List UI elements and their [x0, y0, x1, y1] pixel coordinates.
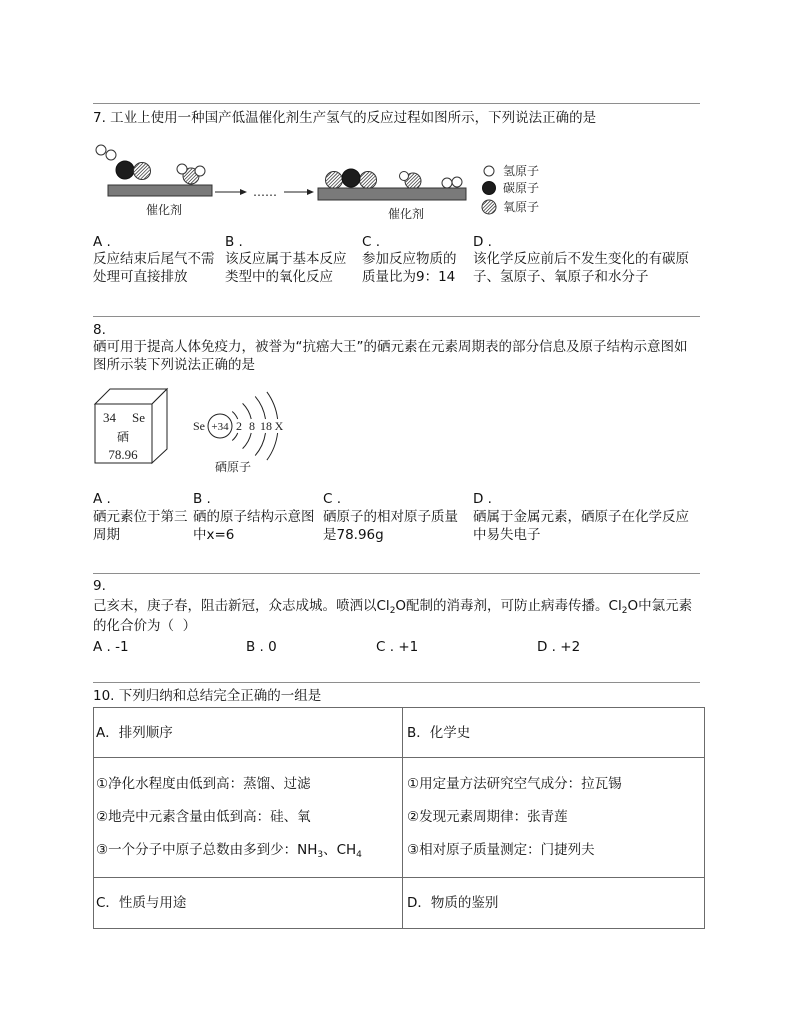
table-cell [403, 878, 705, 929]
q7-option-b-text: 该反应属于基本反应 [225, 251, 347, 267]
q9-option-c [376, 638, 418, 656]
q7-option-d-text: 该化学反应前后不发生变化的有碳原 [473, 251, 689, 267]
q8-stem-line: 硒可用于提高人体免疫力，被誉为“抗癌大王”的硒元素在元素周期表的部分信息及原子结构示意图如 [93, 339, 688, 355]
q8-option-d-text: 硒属于金属元素，硒原子在化学反应 [473, 509, 689, 525]
table-row [94, 878, 705, 929]
list-item: ③相对原子质量测定：门捷列夫 [407, 842, 595, 858]
section-divider [93, 103, 700, 104]
q7-option-c-label: C . [362, 234, 381, 250]
hydrogen-atom [452, 177, 462, 187]
q9-stem-line: 的化合价为（ ） [93, 618, 197, 634]
subscript: 2 [389, 606, 396, 616]
q7-option-b-text: 类型中的氧化反应 [225, 269, 333, 285]
list-item: ②发现元素周期律：张青莲 [407, 809, 568, 825]
q9-stem-text: 己亥末，庚子春，阻击新冠，众志成城。喷洒以Cl [93, 598, 390, 614]
table-cell [403, 758, 705, 878]
cell-a-header: A．排列顺序 [96, 725, 173, 741]
q9-number: 9. [93, 578, 106, 594]
arrow-head [240, 189, 247, 195]
legend-label-carbon: 碳原子 [503, 181, 540, 195]
option-label: A . [93, 639, 111, 655]
shell-electron-count: 18 [260, 419, 272, 433]
q8-option-c-text: 硒原子的相对原子质量 [323, 509, 458, 525]
catalyst-bar-right [318, 188, 466, 200]
q8-option-c-text: 是78.96g [323, 527, 384, 543]
cell-a-items [94, 758, 402, 877]
q9-stem-line [93, 597, 692, 616]
ellipsis: …… [253, 185, 277, 199]
hydrogen-atom-icon [484, 166, 494, 176]
list-item: ②地壳中元素含量由低到高：硅、氧 [96, 809, 311, 825]
catalyst-bar-left [108, 185, 212, 196]
table-row [94, 708, 705, 758]
carbon-atom [116, 161, 134, 179]
subscript: 4 [356, 850, 362, 860]
table-cell [403, 708, 705, 758]
cell-b-header: B．化学史 [407, 725, 471, 741]
q8-stem-line: 图所示装下列说法正确的是 [93, 357, 255, 373]
hydrogen-atom [195, 166, 205, 176]
q7-option-b-label: B . [225, 234, 243, 250]
atom-caption: 硒原子 [214, 460, 252, 474]
list-item: ①用定量方法研究空气成分：拉瓦锡 [407, 776, 622, 792]
cell-b-items [403, 758, 704, 877]
atom-symbol: Se [193, 419, 205, 433]
q7-option-a-text: 处理可直接排放 [93, 269, 188, 285]
option-label: C . [376, 639, 395, 655]
element-symbol: Se [132, 410, 145, 425]
section-divider [93, 682, 700, 683]
shell-electron-count: X [274, 419, 284, 433]
q7-option-c-text: 参加反应物质的 [362, 251, 457, 267]
option-label: D . [537, 639, 556, 655]
q7-option-a-text: 反应结束后尾气不需 [93, 251, 215, 267]
q8-option-c-label: C . [323, 491, 342, 507]
shell-electron-count: 2 [236, 419, 242, 433]
shell-electron-count: 8 [249, 419, 255, 433]
carbon-atom [342, 169, 360, 187]
hydrogen-atom [106, 150, 116, 160]
option-value: +2 [560, 639, 581, 655]
selenium-figure [90, 385, 305, 480]
q10-stem: 10. 下列归纳和总结完全正确的一组是 [93, 688, 322, 704]
subscript: 3 [317, 850, 324, 860]
section-divider [93, 573, 700, 574]
hydrogen-atom [177, 164, 187, 174]
list-item-text: 、CH [323, 842, 357, 858]
list-item-text: ③一个分子中原子总数由多到少：NH [96, 842, 318, 858]
table-row [94, 758, 705, 878]
cell-c-header: C．性质与用途 [96, 895, 187, 911]
nucleus-charge: +34 [211, 421, 229, 433]
q9-stem-text: O配制的消毒剂，可防止病毒传播。Cl [395, 598, 622, 614]
option-label: B . [246, 639, 264, 655]
q8-option-b-text: 中x=6 [193, 527, 235, 543]
q7-option-c-text: 质量比为9：14 [362, 269, 456, 285]
element-name: 硒 [116, 430, 130, 444]
q9-option-a [93, 638, 129, 656]
subscript: 2 [621, 606, 628, 616]
q8-option-b-label: B . [193, 491, 211, 507]
arrow-head [307, 189, 314, 195]
reaction-process-figure [90, 138, 550, 224]
hydrogen-atom [442, 178, 452, 188]
q8-number: 8. [93, 322, 106, 338]
q7-stem: 7. 工业上使用一种国产低温催化剂生产氢气的反应过程如图所示，下列说法正确的是 [93, 110, 597, 126]
q7-option-d-label: D . [473, 234, 492, 250]
q8-option-b-text: 硒的原子结构示意图 [193, 509, 315, 525]
q9-stem-text: O中氯元素 [627, 598, 693, 614]
q8-option-a-label: A . [93, 491, 111, 507]
q9-option-d [537, 638, 580, 656]
q10-table [93, 707, 705, 929]
atomic-number: 34 [103, 410, 116, 425]
q8-option-d-label: D . [473, 491, 492, 507]
table-cell [94, 708, 403, 758]
legend-label-oxygen: 氧原子 [503, 200, 540, 214]
list-item [96, 841, 402, 859]
hydrogen-atom [400, 172, 409, 181]
section-divider [93, 316, 700, 317]
q8-option-a-text: 硒元素位于第三 [93, 509, 188, 525]
carbon-atom-icon [483, 182, 496, 195]
hydrogen-atom [96, 145, 106, 155]
q7-option-d-text: 子、氢原子、氧原子和水分子 [473, 269, 649, 285]
atomic-mass: 78.96 [108, 447, 138, 462]
catalyst-label-left: 催化剂 [145, 203, 183, 217]
cell-d-header: D．物质的鉴别 [407, 895, 499, 911]
option-value: 0 [268, 639, 277, 655]
table-cell [94, 758, 403, 878]
catalyst-label-right: 催化剂 [387, 207, 425, 221]
q8-option-d-text: 中易失电子 [473, 527, 541, 543]
legend-label-hydrogen: 氢原子 [503, 164, 540, 178]
table-cell [94, 878, 403, 929]
q7-option-a-label: A . [93, 234, 111, 250]
list-item: ①净化水程度由低到高：蒸馏、过滤 [96, 776, 311, 792]
option-value: +1 [398, 639, 419, 655]
q8-option-a-text: 周期 [93, 527, 120, 543]
option-value: -1 [115, 639, 129, 655]
q9-option-b [246, 638, 277, 656]
